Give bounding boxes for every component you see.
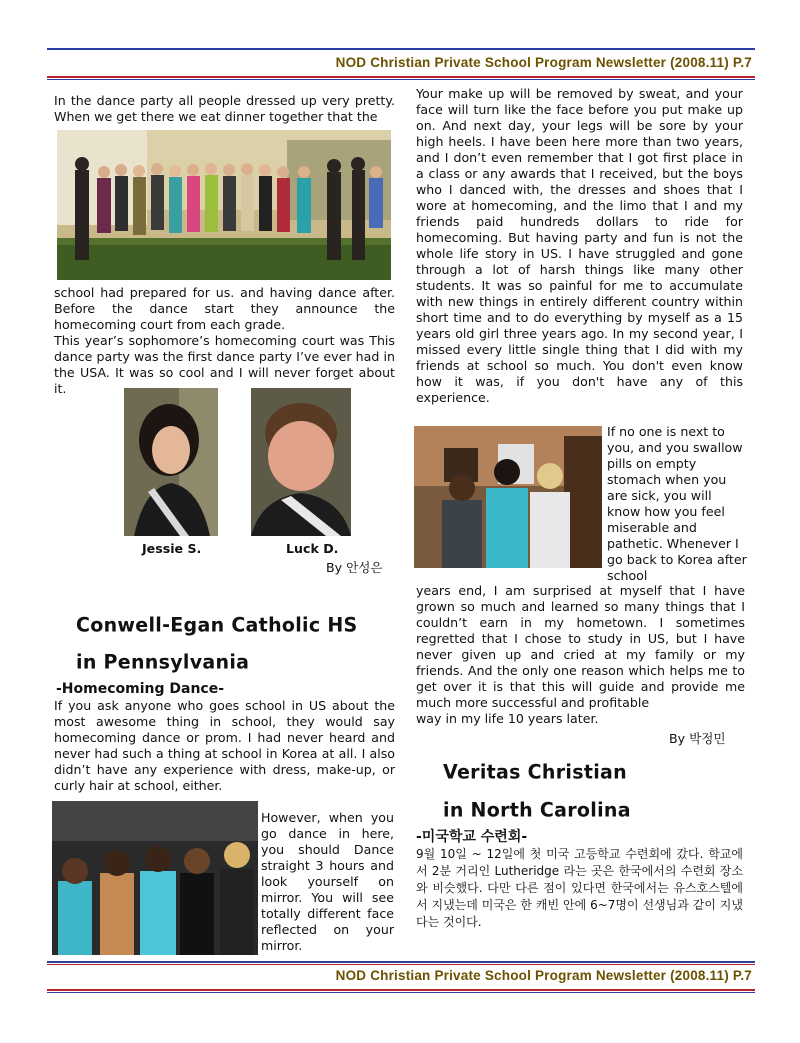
footer-title: NOD Christian Private School Program Newsletter (2008.11) P.7 xyxy=(335,968,752,983)
dance-friends-photo xyxy=(52,801,258,955)
footer-rule-top xyxy=(47,961,755,963)
right-para2-side: If no one is next to you, and you swallow pills on empty stomach when you are sick, you will know how you feel miserable and pathetic. Whenever I go back to Korea after school xyxy=(607,424,747,583)
header-rule-bottom xyxy=(47,76,755,78)
caption-luck: Luck D. xyxy=(286,541,339,556)
left-para2: This year’s sophomore’s homecoming court was This dance party was the first dance party I’ve ever had in the USA. It was so cool and I will never forget about it. xyxy=(54,333,395,396)
homecoming-group-photo xyxy=(57,130,391,280)
header-rule-bottom-2 xyxy=(47,79,755,80)
section-title-conwell-line1: Conwell-Egan Catholic HS xyxy=(76,613,358,637)
left-intro-text: In the dance party all people dressed up very pretty. When we get there we eat dinner together that the xyxy=(54,93,395,124)
header-rule-top xyxy=(47,48,755,50)
right-para1: Your make up will be removed by sweat, and your face will turn like the face before you put make up on. And next day, your legs will be sore by your high heels. I have been here more than two years, and I don’t even remember that I got first place in a class or any awards that I received, but the boys who I danced with, the dresses and shoes that I wore at homecoming, and the limo that I and my friends paid hundreds dollars to ride for homecoming. But having party and fun is not the whole life story in US. I have struggled and gone through a lot of harsh things like many other students. It was so painful for me to accumulate with new things in entirely different country within short time and to do everything by myself as a 15 years old girl three years ago. In my second year, I missed every little single thing that I did with my friends at school so much. You don't even know how it was, if you don't have any of this experience. xyxy=(416,86,743,405)
luck-portrait-photo xyxy=(251,388,351,536)
header-title: NOD Christian Private School Program Newsletter (2008.11) P.7 xyxy=(335,55,752,70)
jessie-portrait-photo xyxy=(124,388,218,536)
section-title-conwell-line2: in Pennsylvania xyxy=(76,650,250,674)
caption-jessie: Jessie S. xyxy=(142,541,202,556)
friends-indoor-photo xyxy=(414,426,602,568)
right-byline: By 박정민 xyxy=(669,731,726,746)
section-title-veritas-line1: Veritas Christian xyxy=(443,760,627,784)
footer-rule-bottom-2 xyxy=(47,992,755,993)
right-para3-korean: 9월 10일 ~ 12일에 첫 미국 고등학교 수련회에 갔다. 학교에서 2분 거리인 Lutheridge 라는 곳은 한국에서의 수련회 장소와 비슷했다. 다만 다른 점이 있다면 한국에서는 유스호스텔에서 지냈는데 미국은 한 캐빈 안에 6~7명이 선생님과 같이 지냈다는 것이다. xyxy=(416,847,743,929)
footer-rule-bottom xyxy=(47,989,755,991)
left-after-photo-text: school had prepared for us. and having dance after. Before the dance start they announce the homecoming court from each grade. xyxy=(54,285,395,332)
section-title-veritas-line2: in North Carolina xyxy=(443,798,631,822)
left-para3: If you ask anyone who goes school in US about the most awesome thing in school, they would say homecoming dance or prom. I had never heard and never had such a thing at school in Korea at all. I also didn’t have any experience with dress, make-up, or curly hair at school, either. xyxy=(54,698,395,793)
section-subtitle-homecoming: -Homecoming Dance- xyxy=(56,681,225,697)
right-para2-full: years end, I am surprised at myself that I have grown so much and learned so many things that I couldn’t earn in my hometown. I sometimes regretted that I chose to study in US, but I have never given up and cried at my family or my friends. And the only one reason which helps me to get over it is that this will guide and provide me much more successful and profitable xyxy=(416,583,745,710)
left-byline: By 안성은 xyxy=(326,560,383,575)
footer-rule-top-2 xyxy=(47,964,755,965)
right-para2-last: way in my life 10 years later. xyxy=(416,711,599,726)
section-subtitle-retreat: -미국학교 수련회- xyxy=(416,829,528,845)
left-para4: However, when you go dance in here, you should Dance straight 3 hours and look yourself on mirror. You will see totally different face reflected on your mirror. xyxy=(261,810,394,953)
